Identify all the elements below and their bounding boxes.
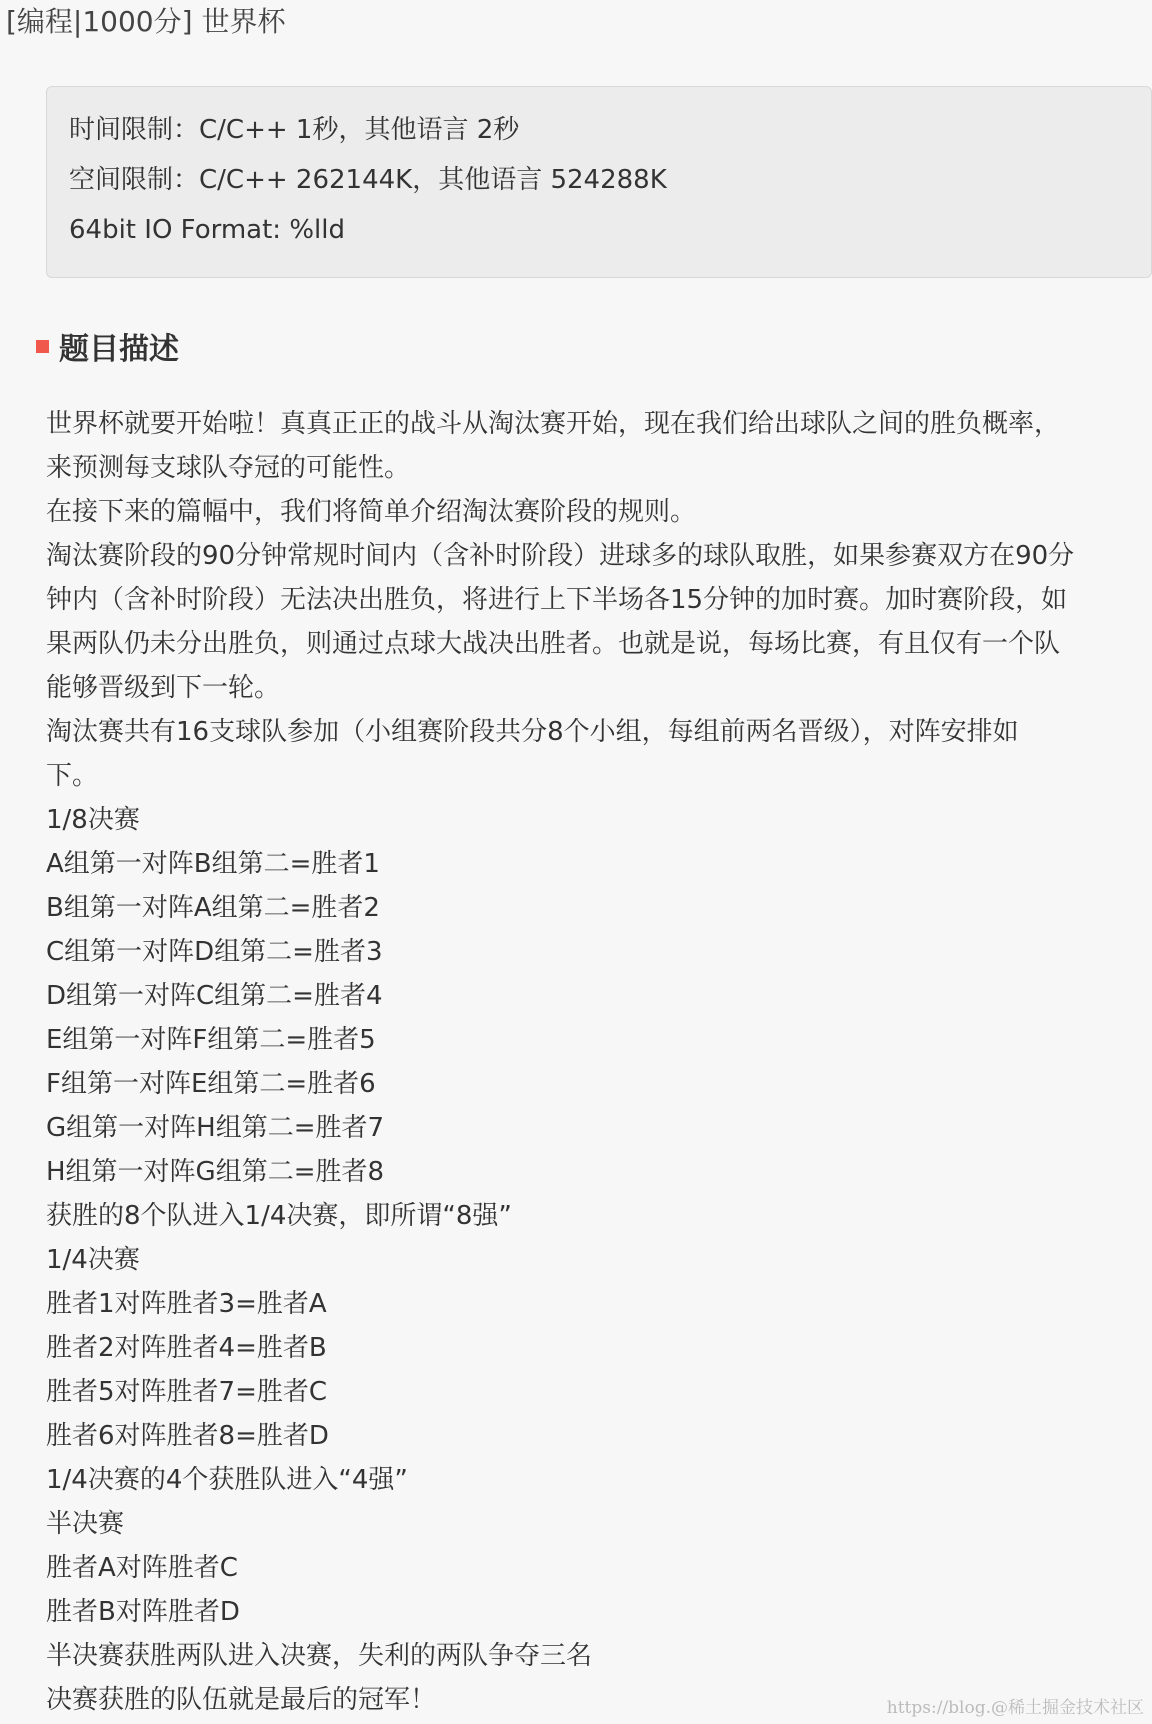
description-line: 胜者6对阵胜者8=胜者D: [46, 1421, 329, 1451]
description-line: 胜者5对阵胜者7=胜者C: [46, 1377, 328, 1407]
description-line: 下。: [46, 761, 99, 791]
description-line: 钟内（含补时阶段）无法决出胜负，将进行上下半场各15分钟的加时赛。加时赛阶段，如: [46, 585, 1068, 615]
description-line: 1/4决赛的4个获胜队进入“4强”: [46, 1465, 408, 1495]
description-line: C组第一对阵D组第二=胜者3: [46, 937, 383, 967]
section-title: 题目描述: [59, 332, 179, 367]
problem-description: [46, 402, 1150, 1722]
description-line: 在接下来的篇幅中，我们将简单介绍淘汰赛阶段的规则。: [46, 497, 697, 527]
description-line: 决赛获胜的队伍就是最后的冠军！: [46, 1685, 437, 1715]
description-line: 来预测每支球队夺冠的可能性。: [46, 453, 411, 483]
description-line: H组第一对阵G组第二=胜者8: [46, 1157, 385, 1187]
description-line: 胜者2对阵胜者4=胜者B: [46, 1333, 327, 1363]
memory-limit: 空间限制：C/C++ 262144K，其他语言 524288K: [69, 165, 667, 195]
description-line: 半决赛获胜两队进入决赛，失利的两队争夺三名: [46, 1641, 593, 1671]
description-line: 胜者1对阵胜者3=胜者A: [46, 1289, 327, 1319]
description-line: B组第一对阵A组第二=胜者2: [46, 893, 380, 923]
description-line: 淘汰赛共有16支球队参加（小组赛阶段共分8个小组，每组前两名晋级），对阵安排如: [46, 717, 1019, 747]
section-heading: [36, 322, 179, 370]
description-line: 胜者B对阵胜者D: [46, 1597, 240, 1627]
description-line: A组第一对阵B组第二=胜者1: [46, 849, 380, 879]
description-line: E组第一对阵F组第二=胜者5: [46, 1025, 376, 1055]
description-line: D组第一对阵C组第二=胜者4: [46, 981, 383, 1011]
square-bullet-icon: [36, 340, 49, 353]
description-line: 果两队仍未分出胜负，则通过点球大战决出胜者。也就是说，每场比赛，有且仅有一个队: [46, 629, 1061, 659]
description-line: 获胜的8个队进入1/4决赛，即所谓“8强”: [46, 1201, 512, 1231]
description-line: 能够晋级到下一轮。: [46, 673, 281, 703]
limits-box: [46, 86, 1152, 278]
io-format: 64bit IO Format: %lld: [69, 215, 345, 245]
description-line: 淘汰赛阶段的90分钟常规时间内（含补时阶段）进球多的球队取胜，如果参赛双方在90分: [46, 541, 1075, 571]
time-limit: 时间限制：C/C++ 1秒，其他语言 2秒: [69, 115, 520, 145]
description-line: 1/8决赛: [46, 805, 140, 835]
description-line: 半决赛: [46, 1509, 125, 1539]
watermark: https://blog.@稀土掘金技术社区: [886, 1698, 1144, 1718]
description-line: 胜者A对阵胜者C: [46, 1553, 238, 1583]
page-title: [编程|1000分] 世界杯: [6, 5, 286, 38]
description-line: 世界杯就要开始啦！真真正正的战斗从淘汰赛开始，现在我们给出球队之间的胜负概率，: [46, 409, 1061, 439]
description-line: F组第一对阵E组第二=胜者6: [46, 1069, 376, 1099]
description-line: G组第一对阵H组第二=胜者7: [46, 1113, 385, 1143]
description-line: 1/4决赛: [46, 1245, 140, 1275]
